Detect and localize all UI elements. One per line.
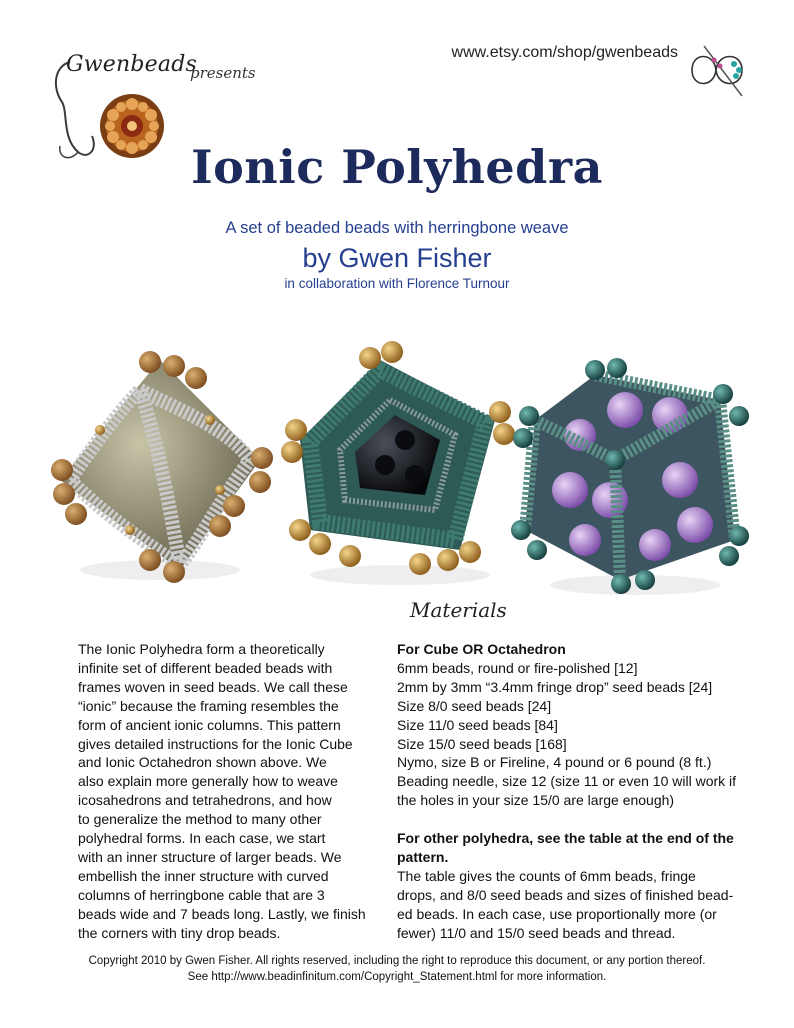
intro-line: form of ancient ionic columns. This pattern [78,716,341,733]
shop-url-link[interactable]: www.etsy.com/shop/gwenbeads [451,44,678,61]
logo-presents-text: presents [190,64,256,82]
intro-line: frames woven in seed beads. We call these [78,678,348,695]
other-polyhedra-heading: pattern. [397,848,449,865]
material-item: 6mm beads, round or fire-polished [12] [397,659,638,676]
intro-line: also explain more generally how to weave [78,773,338,790]
copyright-line: See http://www.beadinfinitum.com/Copyright_Statement.html for more information. [187,970,607,983]
material-item: Size 15/0 seed beads [168] [397,735,567,752]
subtitle: A set of beaded beads with herringbone weave [225,219,569,237]
cube-bead-purple [511,358,749,595]
intro-paragraph [78,640,388,943]
material-item: Size 8/0 seed beads [24] [397,697,552,714]
intro-line: embellish the inner structure with curved [78,867,329,884]
octahedron-bead [51,351,273,583]
material-item: Nymo, size B or Fireline, 4 pound or 6 pound (8 ft.) [397,754,712,771]
beaded-beads-photo [50,330,750,600]
collaboration-line: in collaboration with Florence Turnour [284,276,510,291]
copyright-line: Copyright 2010 by Gwen Fisher. All rights reserved, including the right to reproduce this document, or any portion thereof. [88,955,706,967]
other-polyhedra-line: fewer) 11/0 and 15/0 seed beads and thread. [397,924,676,941]
copyright-notice [0,954,794,985]
material-item: the holes in your size 15/0 are large enough) [397,792,675,809]
author-line: by Gwen Fisher [302,243,492,273]
other-polyhedra-line: drops, and 8/0 seed beads and sizes of finished bead- [397,886,734,903]
material-item: Size 11/0 seed beads [84] [397,716,558,733]
intro-line: icosahedrons and tetrahedrons, and how [78,792,332,809]
intro-line: with an inner structure of larger beads. We [78,848,342,865]
intro-line: to generalize the method to many other [78,811,322,828]
other-polyhedra-heading: For other polyhedra, see the table at the end of the [397,830,734,847]
logo-wordmark: Gwenbeads [66,52,197,77]
other-polyhedra-line: ed beads. In each case, use proportionally more (or [397,905,717,922]
materials-heading: Materials [410,598,507,622]
intro-line: The Ionic Polyhedra form a theoretically [78,641,325,657]
intro-line: infinite set of different beaded beads with [78,659,333,676]
other-polyhedra-line: The table gives the counts of 6mm beads, fringe [397,867,696,884]
intro-line: columns of herringbone cable that are 3 [78,886,325,903]
intro-line: “ionic” because the framing resembles the [78,697,339,714]
intro-line: polyhedral forms. In each case, we start [78,830,326,847]
spacer [397,810,757,829]
material-item: 2mm by 3mm “3.4mm fringe drop” seed beads [24] [397,678,713,695]
page-title: Ionic Polyhedra [191,140,603,194]
materials-list [397,640,757,942]
intro-line: and Ionic Octahedron shown above. We [78,754,327,771]
intro-line: beads wide and 7 beads long. Lastly, we finish [78,905,366,922]
intro-line: the corners with tiny drop beads. [78,924,281,941]
needle-thread-icon [684,40,748,100]
intro-line: gives detailed instructions for the Ionic Cube [78,735,353,752]
material-item: Beading needle, size 12 (size 11 or even 10 will work if [397,773,737,790]
cube-materials-heading: For Cube OR Octahedron [397,641,566,657]
cube-bead-black [281,341,515,585]
